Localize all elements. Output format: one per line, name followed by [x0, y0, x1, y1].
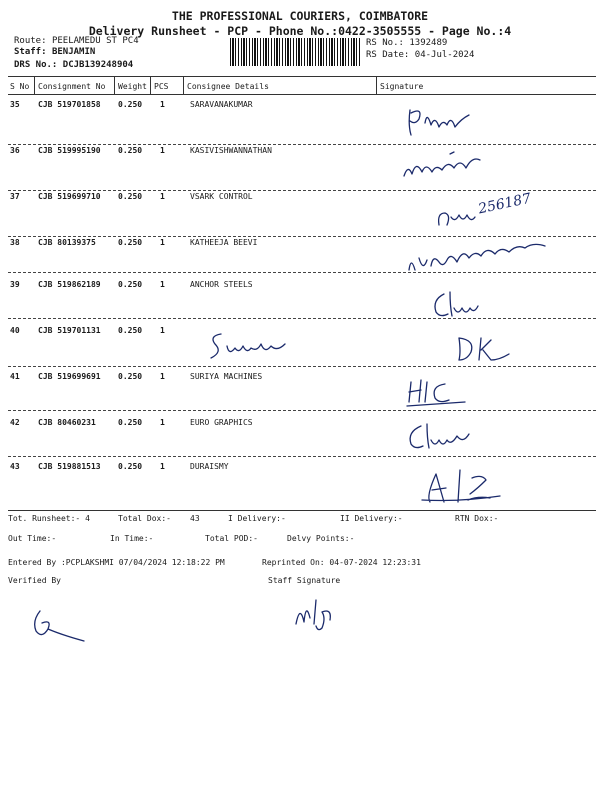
row-weight: 0.250	[118, 100, 143, 109]
row-consignee: DURAISMY	[190, 462, 229, 471]
row-consignment: CJB 519701858	[38, 100, 101, 109]
col-header-weight: Weight	[118, 82, 147, 91]
signature-image	[420, 466, 510, 506]
rs-no-line	[366, 38, 447, 48]
row-sno: 39	[10, 280, 20, 289]
reprinted-on-text: Reprinted On: 04-07-2024 12:23:31	[262, 558, 421, 567]
row-weight: 0.250	[118, 462, 143, 471]
table-top-rule	[8, 76, 596, 77]
row-pcs: 1	[160, 238, 165, 247]
col-separator	[183, 77, 184, 94]
row-sno: 41	[10, 372, 20, 381]
col-separator	[150, 77, 151, 94]
route-line	[14, 36, 139, 46]
staff-label: Staff:	[14, 47, 47, 57]
row-consignee: KASIVISHWANNATHAN	[190, 146, 272, 155]
rs-date-label: RS Date:	[366, 50, 410, 60]
ii-delivery-label: II Delivery:-	[340, 514, 403, 523]
row-consignment: CJB 519995190	[38, 146, 101, 155]
row-pcs: 1	[160, 146, 165, 155]
row-consignment: CJB 80139375	[38, 238, 96, 247]
col-header-sno: S No	[10, 82, 30, 91]
row-consignee: VSARK CONTROL	[190, 192, 253, 201]
rtn-dox-label: RTN Dox:-	[455, 514, 499, 523]
row-divider	[8, 236, 596, 237]
barcode-image	[230, 38, 360, 66]
row-pcs: 1	[160, 326, 165, 335]
row-pcs: 1	[160, 462, 165, 471]
row-consignee: ANCHOR STEELS	[190, 280, 253, 289]
signature-image	[405, 376, 475, 410]
signature-image	[455, 330, 525, 366]
row-divider	[8, 144, 596, 145]
row-consignment: CJB 519699710	[38, 192, 101, 201]
row-weight: 0.250	[118, 418, 143, 427]
row-divider	[8, 366, 596, 367]
row-pcs: 1	[160, 372, 165, 381]
col-header-consignee: Consignee Details	[187, 82, 269, 91]
staff-signature-label: Staff Signature	[268, 576, 341, 585]
row-divider	[8, 190, 596, 191]
row-consignment: CJB 80460231	[38, 418, 96, 427]
row-weight: 0.250	[118, 238, 143, 247]
rs-no-value: 1392489	[409, 38, 448, 48]
row-consignee: SARAVANAKUMAR	[190, 100, 253, 109]
row-sno: 37	[10, 192, 20, 201]
drs-value: DCJB139248904	[62, 60, 134, 70]
staff-value: BENJAMIN	[51, 47, 96, 57]
signature-image	[430, 288, 510, 322]
company-title: THE PROFESSIONAL COURIERS, COIMBATORE	[171, 9, 429, 23]
staff-signature-image	[292, 594, 352, 634]
signature-image	[405, 420, 485, 454]
row-pcs: 1	[160, 418, 165, 427]
staff-line	[14, 47, 95, 57]
row-consignment: CJB 519701131	[38, 326, 101, 335]
row-pcs: 1	[160, 100, 165, 109]
route-value: PEELAMEDU ST PC4	[51, 36, 139, 46]
col-header-signature: Signature	[380, 82, 424, 91]
tot-runsheet-label: Tot. Runsheet:- 4	[8, 514, 90, 523]
row-consignment: CJB 519862189	[38, 280, 101, 289]
drs-label: DRS No.:	[14, 60, 58, 70]
row-weight: 0.250	[118, 372, 143, 381]
rs-no-label: RS No.:	[366, 38, 404, 48]
handwritten-name-image	[205, 328, 315, 364]
i-delivery-label: I Delivery:-	[228, 514, 286, 523]
row-divider	[8, 456, 596, 457]
total-dox-label: Total Dox:-	[118, 514, 171, 523]
rs-date-line	[366, 50, 474, 60]
table-bottom-rule	[8, 510, 596, 511]
row-consignment: CJB 519699691	[38, 372, 101, 381]
row-weight: 0.250	[118, 326, 143, 335]
runsheet-subtitle: Delivery Runsheet - PCP - Phone No.:0422-3505555 - Page No.:4	[88, 24, 512, 38]
row-weight: 0.250	[118, 280, 143, 289]
handwritten-number: 256187	[476, 190, 533, 218]
col-separator	[34, 77, 35, 94]
drs-line	[14, 60, 133, 70]
row-weight: 0.250	[118, 192, 143, 201]
delvy-points-label: Delvy Points:-	[287, 534, 355, 543]
row-consignee: KATHEEJA BEEVI	[190, 238, 258, 247]
out-time-label: Out Time:-	[8, 534, 57, 543]
row-consignee: EURO GRAPHICS	[190, 418, 253, 427]
verified-by-label: Verified By	[8, 576, 61, 585]
row-sno: 42	[10, 418, 20, 427]
row-divider	[8, 410, 596, 411]
route-label: Route:	[14, 36, 47, 46]
row-consignee: SURIYA MACHINES	[190, 372, 263, 381]
total-pod-label: Total POD:-	[205, 534, 258, 543]
verifier-signature-image	[28, 605, 88, 645]
in-time-label: In Time:-	[110, 534, 154, 543]
rs-date-value: 04-Jul-2024	[414, 50, 475, 60]
table-header-rule	[8, 94, 596, 95]
row-pcs: 1	[160, 192, 165, 201]
row-sno: 40	[10, 326, 20, 335]
row-divider	[8, 272, 596, 273]
total-dox-value: 43	[190, 514, 200, 523]
row-consignment: CJB 519881513	[38, 462, 101, 471]
row-sno: 43	[10, 462, 20, 471]
entered-by-text: Entered By :PCPLAKSHMI 07/04/2024 12:18:22 PM	[8, 558, 225, 567]
row-sno: 36	[10, 146, 20, 155]
col-header-pcs: PCS	[154, 82, 169, 91]
col-header-consignment: Consignment No	[38, 82, 106, 91]
row-pcs: 1	[160, 280, 165, 289]
signature-image	[400, 150, 495, 185]
col-separator	[114, 77, 115, 94]
row-divider	[8, 318, 596, 319]
signature-image	[405, 105, 495, 140]
row-sno: 38	[10, 238, 20, 247]
col-separator	[376, 77, 377, 94]
row-sno: 35	[10, 100, 20, 109]
row-weight: 0.250	[118, 146, 143, 155]
